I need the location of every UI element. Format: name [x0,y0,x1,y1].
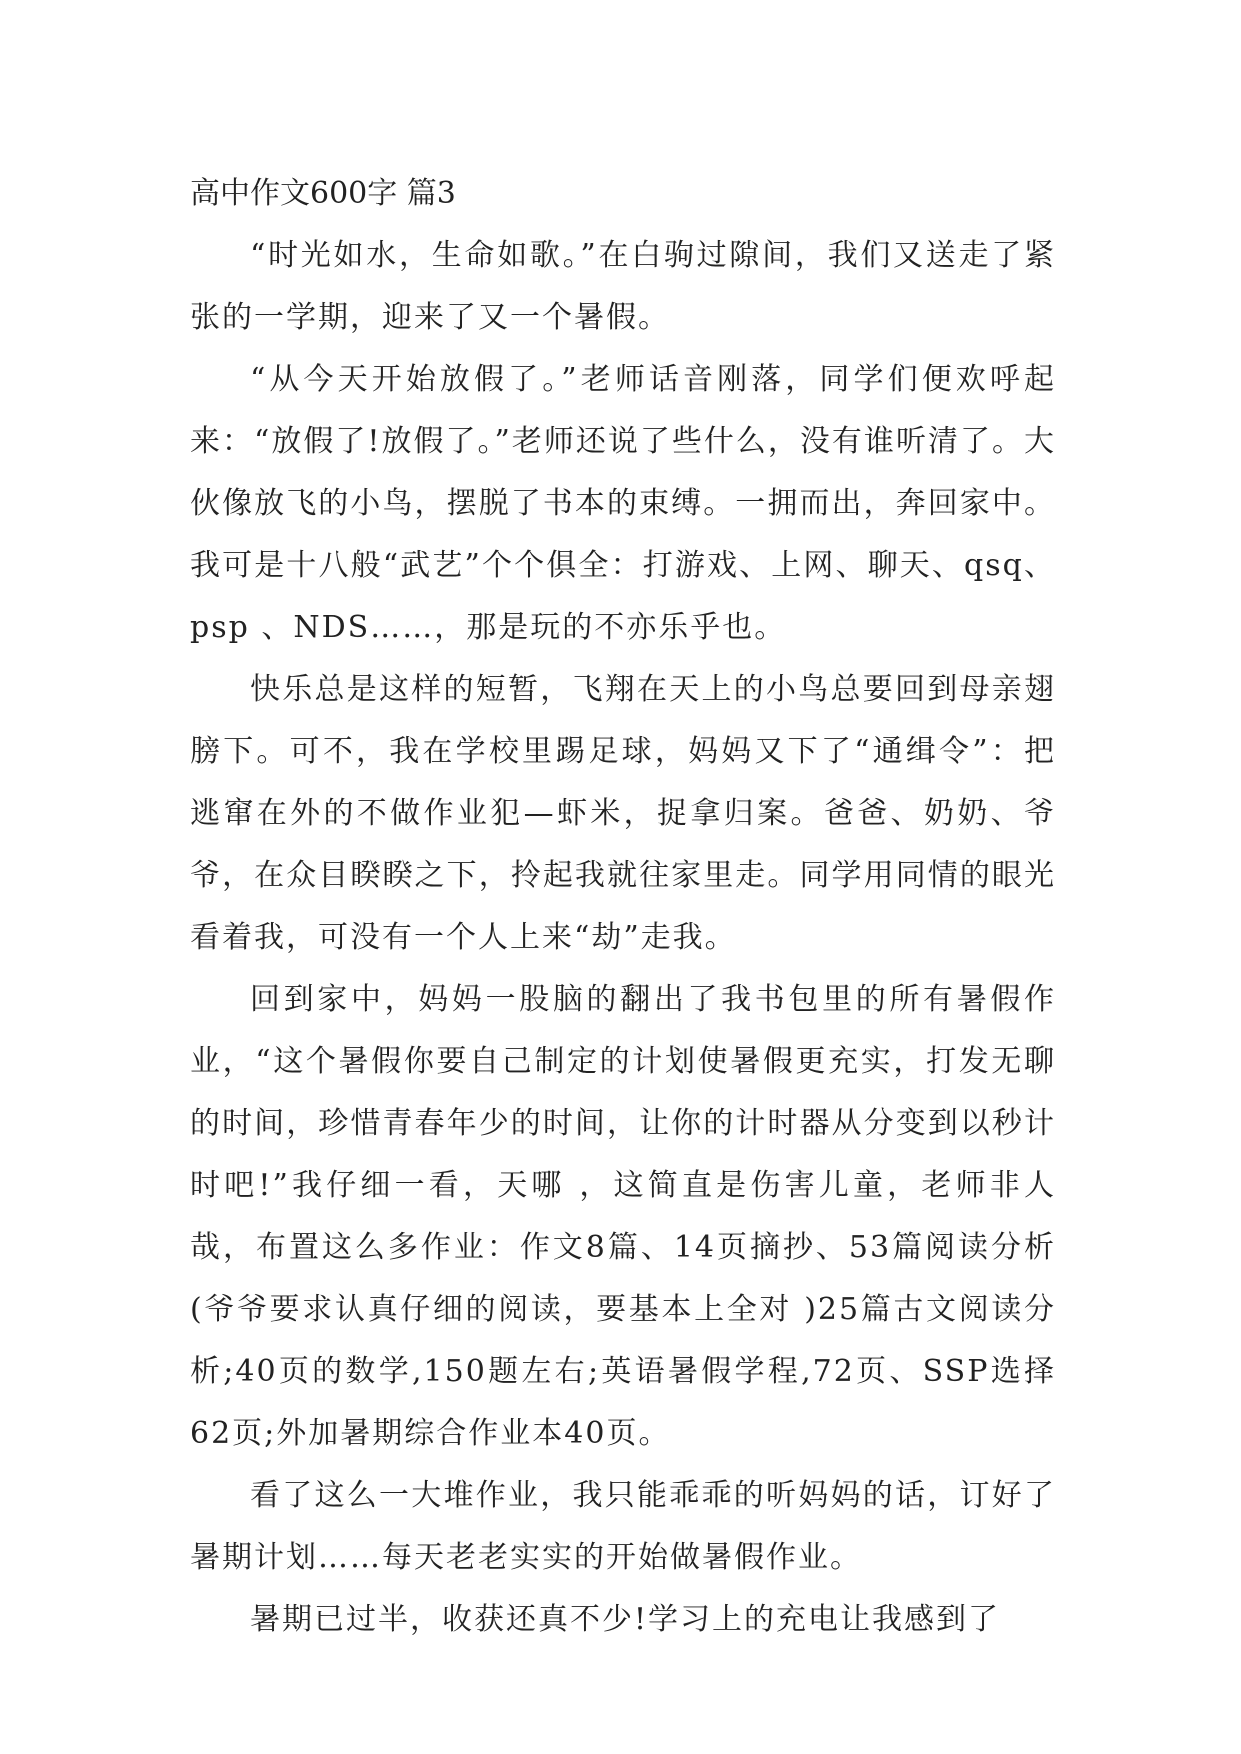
essay-heading: 高中作文600字 篇3 [190,176,456,211]
paragraph-1: “时光如水，生命如歌。”在白驹过隙间，我们又送走了紧张的一学期，迎来了又一个暑假。 [190,238,1056,335]
paragraph-6: 暑期已过半，收获还真不少!学习上的充电让我感到了 [250,1602,1001,1637]
document-body [190,163,1056,1651]
paragraph-4: 回到家中，妈妈一股脑的翻出了我书包里的所有暑假作业，“这个暑假你要自己制定的计划使暑假更充实，打发无聊的时间，珍惜青春年少的时间，让你的计时器从分变到以秒计时吧!”我仔细一看，天哪 ，这简直是伤害儿童，老师非人哉，布置这么多作业：作文8篇、14页摘抄、53篇阅读分析(爷爷要求认真仔细的阅读，要基本上全对 )25篇古文阅读分析;40页的数学,150题左右;英语暑假学程,72页、SSP选择62页;外加暑期综合作业本40页。 [190,982,1056,1451]
paragraph-3: 快乐总是这样的短暂，飞翔在天上的小鸟总要回到母亲翅膀下。可不，我在学校里踢足球，妈妈又下了“通缉令”：把逃窜在外的不做作业犯—虾米，捉拿归案。爸爸、奶奶、爷爷，在众目睽睽之下，拎起我就往家里走。同学用同情的眼光看着我，可没有一个人上来“劫”走我。 [190,672,1056,955]
paragraph-2: “从今天开始放假了。”老师话音刚落，同学们便欢呼起来：“放假了!放假了。”老师还说了些什么，没有谁听清了。大伙像放飞的小鸟，摆脱了书本的束缚。一拥而出，奔回家中。我可是十八般“武艺”个个俱全：打游戏、上网、聊天、qsq、psp 、NDS……，那是玩的不亦乐乎也。 [190,362,1056,645]
paragraph-5: 看了这么一大堆作业，我只能乖乖的听妈妈的话，订好了暑期计划……每天老老实实的开始做暑假作业。 [190,1478,1056,1575]
